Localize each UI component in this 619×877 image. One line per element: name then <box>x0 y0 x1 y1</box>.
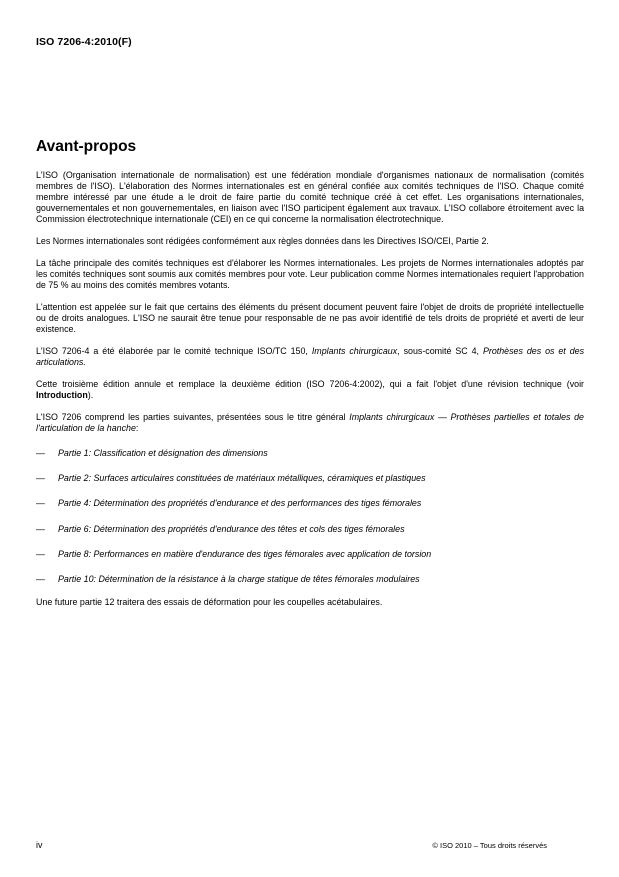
italic-general-title: Implants chirurgicaux — Prothèses partielles et totales de l'articulation de la hanche <box>36 412 584 433</box>
list-item-text: Partie 10: Détermination de la résistance à la charge statique de têtes fémorales modulaires <box>58 573 420 584</box>
foreword-body <box>36 170 584 619</box>
text-segment: Cette troisième édition annule et remplace la deuxième édition (ISO 7206-4:2002), qui a fait l'objet d'une révision technique (voir <box>36 379 584 389</box>
list-item-text: Partie 6: Détermination des propriétés d'endurance des têtes et cols des tiges fémorales <box>58 523 405 534</box>
document-id-header: ISO 7206-4:2010(F) <box>36 36 132 48</box>
bold-introduction-reference: Introduction <box>36 390 88 400</box>
text-segment: , sous-comité SC 4, <box>397 346 483 356</box>
list-item <box>36 498 584 509</box>
italic-committee-title: Implants chirurgicaux <box>311 346 398 356</box>
text-segment: ). <box>87 390 94 400</box>
list-dash: — <box>36 573 45 584</box>
section-title: Avant-propos <box>36 138 137 155</box>
paragraph-technical-committees: La tâche principale des comités techniques est d'élaborer les Normes internationales. Les projets de Normes internationales adoptés par les comités techniques sont soumis aux comités membres pour vote. Leur publication comme Normes internationales requiert l'approbation de 75 % au moins des comités membres votants. <box>36 258 584 290</box>
paragraph-edition <box>36 379 584 401</box>
text-segment: : <box>135 423 139 433</box>
list-item <box>36 574 584 585</box>
list-dash: — <box>36 498 45 509</box>
italic-subcommittee-title: Prothèses des os et des articulations. <box>36 346 585 367</box>
list-item <box>36 473 584 484</box>
paragraph-parts-intro <box>36 412 584 434</box>
page-number: iv <box>36 840 43 850</box>
copyright-notice: © ISO 2010 – Tous droits réservés <box>432 841 547 850</box>
paragraph-future-part: Une future partie 12 traitera des essais de déformation pour les coupelles acétabulaires. <box>36 596 383 607</box>
list-item-text: Partie 8: Performances en matière d'endurance des tiges fémorales avec application de torsion <box>58 548 432 559</box>
list-item <box>36 549 584 560</box>
paragraph-directives: Les Normes internationales sont rédigées conformément aux règles données dans les Directives ISO/CEI, Partie 2. <box>36 236 489 246</box>
list-dash: — <box>36 448 45 458</box>
list-dash: — <box>36 548 45 559</box>
text-segment: L'ISO 7206-4 a été élaborée par le comité technique ISO/TC 150, <box>36 346 312 356</box>
paragraph-patent-rights: L'attention est appelée sur le fait que certains des éléments du présent document peuvent faire l'objet de droits de propriété intellectuelle ou de droits analogues. L'ISO ne saurait être tenue pour responsable de ne pas avoir identifié de tels droits de propriété et averti de leur existence. <box>36 302 584 334</box>
list-item <box>36 448 584 459</box>
list-dash: — <box>36 473 45 484</box>
list-item-text: Partie 4: Détermination des propriétés d'endurance et des performances des tiges fémorales <box>58 498 422 509</box>
list-item <box>36 524 584 535</box>
parts-list <box>36 448 584 585</box>
list-item-text: Partie 1: Classification et désignation des dimensions <box>58 448 268 458</box>
list-dash: — <box>36 523 45 534</box>
list-item-text: Partie 2: Surfaces articulaires constituées de matériaux métalliques, céramiques et plastiques <box>58 473 426 484</box>
text-segment: L'ISO 7206 comprend les parties suivantes, présentées sous le titre général <box>36 412 350 422</box>
paragraph-iso-organisation: L'ISO (Organisation internationale de normalisation) est une fédération mondiale d'organismes nationaux de normalisation (comités membres de l'ISO). L'élaboration des Normes internationales est en général confiée aux comités techniques de l'ISO. Chaque comité membre intéressé par une étude a le droit de faire partie du comité technique créé à cet effet. Les organisations internationales, gouvernementales et non gouvernementales, en liaison avec l'ISO participent également aux travaux. L'ISO collabore étroitement avec la Commission électrotechnique internationale (CEI) en ce qui concerne la normalisation électrotechnique. <box>36 170 584 224</box>
paragraph-prepared-by <box>36 346 584 368</box>
